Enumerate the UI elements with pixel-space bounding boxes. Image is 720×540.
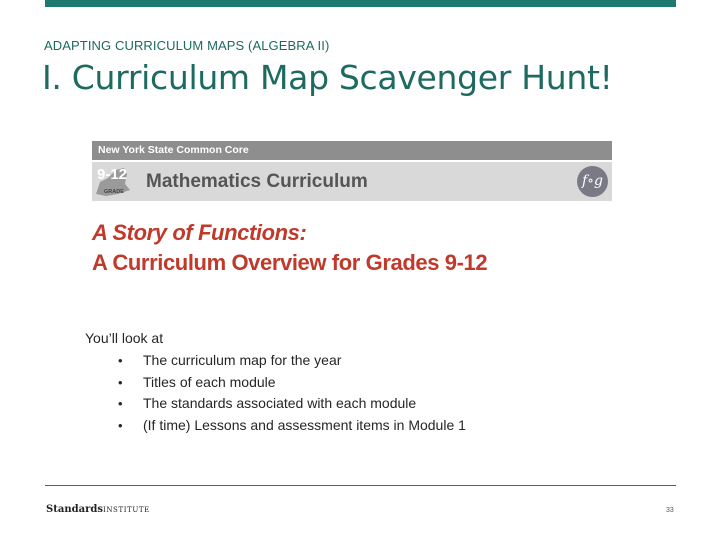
intro-text: You’ll look at [85, 330, 164, 346]
bullet-icon: • [118, 396, 123, 411]
top-accent-bar [45, 0, 676, 7]
list-item: • The curriculum map for the year [118, 351, 466, 373]
function-composition-icon: f∘g [577, 166, 608, 197]
list-item: • (If time) Lessons and assessment items in Module 1 [118, 416, 466, 438]
story-title-line1: A Story of Functions: [92, 220, 307, 245]
bullet-icon: • [118, 374, 123, 390]
nys-common-core-banner: New York State Common Core [92, 141, 612, 160]
activity-list [118, 351, 466, 437]
curriculum-title: Mathematics Curriculum [146, 171, 368, 192]
slide-title: I. Curriculum Map Scavenger Hunt! [42, 58, 613, 97]
grade-number: 9-12 [97, 166, 128, 183]
mathematics-curriculum-band [92, 162, 612, 201]
standards-institute-logo: StandardsINSTITUTE [46, 504, 150, 515]
section-subtitle: ADAPTING CURRICULUM MAPS (ALGEBRA II) [44, 38, 330, 53]
bullet-icon: • [118, 417, 123, 433]
story-title-line2: A Curriculum Overview for Grades 9-12 [92, 250, 488, 275]
grade-label: GRADE [104, 189, 124, 195]
list-item: • Titles of each module [118, 373, 466, 395]
page-number: 33 [666, 507, 674, 514]
list-item: • The standards associated with each module [118, 394, 466, 416]
footer-divider [45, 485, 676, 486]
bullet-icon: • [118, 353, 123, 368]
